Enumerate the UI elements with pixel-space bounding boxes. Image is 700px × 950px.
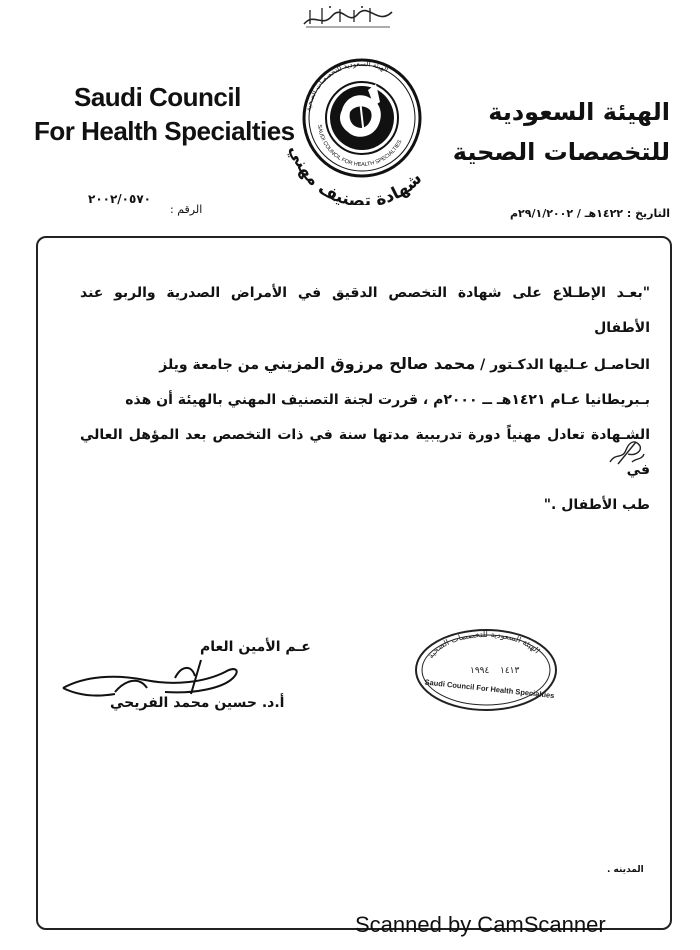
org-name-arabic-line2: للتخصصات الصحية	[452, 138, 670, 166]
org-name-english-line1: Saudi Council	[74, 82, 241, 112]
doctor-name: محمد صالح مرزوق المزيني	[263, 354, 476, 373]
body-line-5: طب الأطفال ."	[543, 497, 650, 513]
initials-mark	[606, 432, 646, 468]
org-name-english	[34, 80, 295, 148]
emblem-caption: شهادة تصنيف مهني	[284, 142, 427, 205]
body-line-1: "بعـد الإطـلاع على شهادة التخصص الدقيق في الأمراض الصدرية والربو عند الأطفال	[80, 285, 650, 336]
body-line-2-prefix: الحاصـل عـليها الدكـتور /	[475, 357, 650, 373]
body-line-3: بـبريطانيا عـام ١٤٢١هـ ــ ٢٠٠٠م ، قررت لجنة التصنيف المهني بالهيئة أن هذه	[125, 392, 650, 408]
stamp-year-hijri: ١٤١٣	[500, 666, 520, 676]
ref-label: الرقم :	[170, 203, 203, 216]
signatory-title: عـم الأمين العام	[200, 639, 311, 655]
svg-text:شهادة تصنيف مهني	[285, 143, 426, 205]
official-stamp	[412, 627, 560, 713]
basmala-calligraphy	[300, 4, 395, 30]
camscanner-watermark: Scanned by CamScanner	[355, 912, 606, 937]
body-line-2	[80, 346, 650, 383]
org-name-english-line2: For Health Specialties	[34, 116, 295, 146]
stamp-year-greg: ١٩٩٤	[470, 666, 490, 676]
emblem-english-arc: SAUDI COUNCIL FOR HEALTH SPECIALTIES	[316, 124, 404, 169]
stamp-english-text: Saudi Council For Health Specialties	[424, 677, 555, 701]
org-name-arabic	[450, 92, 670, 172]
body-line-2-suffix: من جامعة ويلز	[159, 357, 264, 373]
date-line: التاريخ : ١٤٢٢هـ / ٢٩/١/٢٠٠٢م	[509, 207, 670, 220]
body-line-4: الشـهادة تعادل مهنياً دورة تدريبية مدتها سنة في ذات التخصص بعد المؤهل العالي في	[80, 427, 650, 478]
org-name-arabic-line1: الهيئة السعودية	[488, 98, 670, 126]
council-emblem-logo	[280, 40, 445, 205]
ref-number: ٢٠٠٢/٠٥٧٠	[88, 192, 151, 206]
emblem-arabic-arc: الهيئة السعودية للتخصصات الصحية	[304, 59, 390, 112]
certificate-body	[80, 276, 650, 523]
stamp-arabic-arc: الهيئة السعودية للتخصصات الصحية	[426, 629, 542, 661]
svg-text:الهيئة السعودية للتخصصات الصحي	[426, 630, 541, 660]
enclosure-label: المدينه .	[607, 865, 644, 875]
signatory-name: أ.د. حسين محمد الفريحي	[110, 695, 285, 711]
